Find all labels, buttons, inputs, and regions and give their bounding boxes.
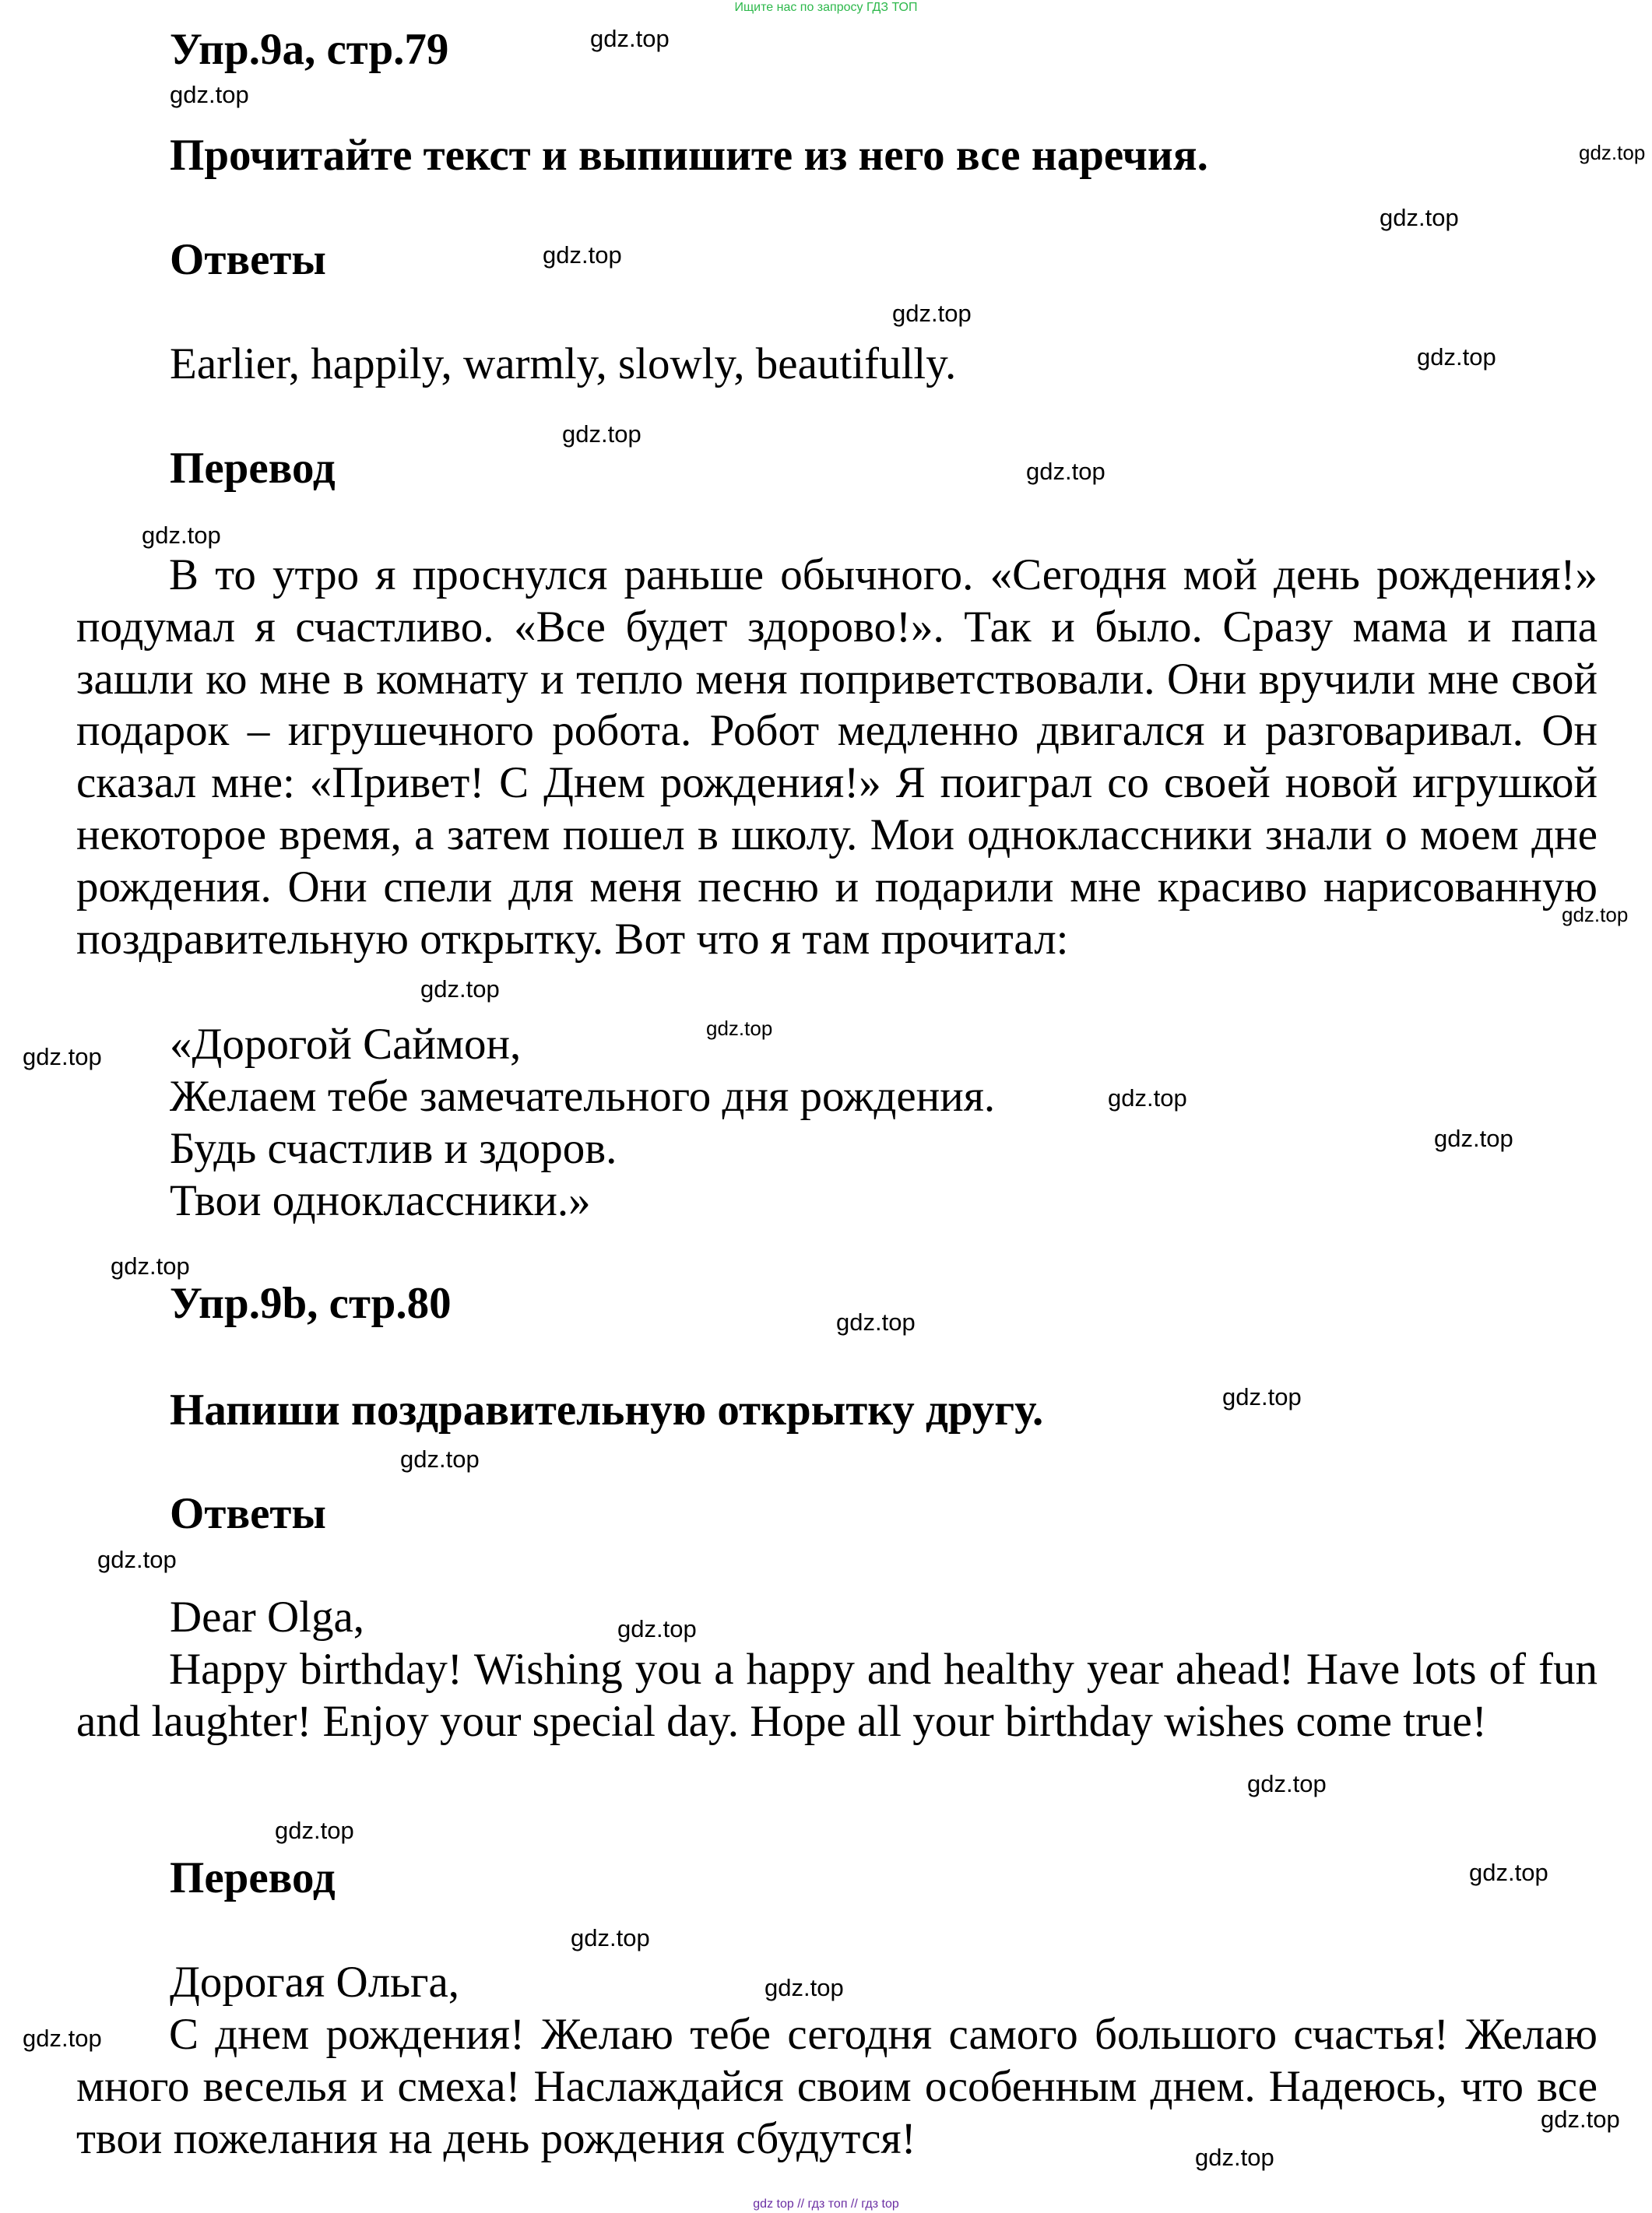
card-line-4: Твои одноклассники.» bbox=[170, 1176, 591, 1225]
watermark: gdz.top bbox=[97, 1546, 177, 1573]
watermark: gdz.top bbox=[590, 25, 670, 52]
watermark: gdz.top bbox=[562, 420, 641, 448]
watermark: gdz.top bbox=[1579, 141, 1646, 164]
exercise-9b-answers-heading: Ответы bbox=[170, 1489, 326, 1538]
watermark: gdz.top bbox=[543, 241, 622, 269]
watermark: gdz.top bbox=[1380, 204, 1459, 231]
watermark: gdz.top bbox=[1108, 1084, 1187, 1112]
exercise-9b-translation-heading: Перевод bbox=[170, 1853, 336, 1902]
watermark: gdz.top bbox=[764, 1974, 844, 2001]
exercise-9b-answer-text: Happy birthday! Wishing you a happy and healthy year ahead! Have lots of fun and laughter! Enjoy your special day. Hope all your birthday wishes come true! bbox=[76, 1645, 1598, 1746]
exercise-9b-greeting: Dear Olga, bbox=[170, 1593, 365, 1642]
exercise-9a-translation-paragraph bbox=[76, 550, 1598, 965]
exercise-9b-translation-paragraph bbox=[76, 2009, 1598, 2165]
watermark: gdz.top bbox=[1247, 1770, 1327, 1797]
watermark: gdz.top bbox=[1469, 1859, 1548, 1886]
watermark: gdz.top bbox=[1434, 1125, 1513, 1152]
watermark: gdz.top bbox=[1222, 1383, 1302, 1410]
watermark: gdz.top bbox=[170, 81, 249, 108]
exercise-9a-task: Прочитайте текст и выпишите из него все наречия. bbox=[170, 131, 1208, 180]
watermark: gdz.top bbox=[1417, 343, 1496, 371]
exercise-9a-answers-heading: Ответы bbox=[170, 235, 326, 284]
watermark: gdz.top bbox=[400, 1445, 480, 1473]
watermark: gdz.top bbox=[1195, 2144, 1274, 2171]
exercise-9b-task: Напиши поздравительную открытку другу. bbox=[170, 1386, 1044, 1435]
watermark: gdz.top bbox=[617, 1615, 697, 1642]
watermark: gdz.top bbox=[420, 975, 500, 1003]
bottom-banner: gdz top // гдз топ // гдз top bbox=[753, 2197, 899, 2211]
watermark: gdz.top bbox=[836, 1308, 916, 1336]
card-line-2: Желаем тебе замечательного дня рождения. bbox=[170, 1072, 996, 1121]
watermark: gdz.top bbox=[1562, 903, 1629, 926]
watermark: gdz.top bbox=[1026, 458, 1105, 485]
watermark: gdz.top bbox=[111, 1252, 190, 1280]
exercise-9a-translation-text: В то утро я проснулся раньше обычного. «Сегодня мой день рождения!» подумал я счастливо. «Все будет здорово!». Так и было. Сразу мама и папа зашли ко мне в комнату и тепло меня поприветствовали. Они вручили мне свой подарок – игрушечного робота. Робот медленно двигался и разговаривал. Он сказал мне: «Привет! С Днем рождения!» Я поиграл со своей новой игрушкой некоторое время, а затем пошел в школу. Мои одноклассники знали о моем дне рождения. Они спели для меня песню и подарили мне красиво нарисованную поздравительную открытку. Вот что я там прочитал: bbox=[76, 550, 1598, 964]
exercise-9a-title: Упр.9a, стр.79 bbox=[170, 25, 449, 74]
exercise-9b-translation-text: С днем рождения! Желаю тебе сегодня самого большого счастья! Желаю много веселья и смеха! Наслаждайся своим особенным днем. Надеюсь, что все твои пожелания на день рождения сбудутся! bbox=[76, 2010, 1598, 2163]
card-line-1: «Дорогой Саймон, bbox=[170, 1020, 522, 1069]
exercise-9b-translation-greeting: Дорогая Ольга, bbox=[170, 1958, 460, 2007]
watermark: gdz.top bbox=[706, 1017, 773, 1040]
exercise-9a-answer: Earlier, happily, warmly, slowly, beautifully. bbox=[170, 339, 957, 388]
card-line-3: Будь счастлив и здоров. bbox=[170, 1124, 617, 1173]
watermark: gdz.top bbox=[23, 2025, 102, 2052]
watermark: gdz.top bbox=[1541, 2106, 1620, 2133]
watermark: gdz.top bbox=[275, 1817, 354, 1844]
watermark: gdz.top bbox=[23, 1043, 102, 1070]
watermark: gdz.top bbox=[142, 522, 221, 549]
top-banner: Ищите нас по запросу ГДЗ ТОП bbox=[734, 1, 918, 14]
watermark: gdz.top bbox=[571, 1924, 650, 1951]
exercise-9b-answer-paragraph bbox=[76, 1644, 1598, 1748]
watermark: gdz.top bbox=[892, 300, 972, 327]
exercise-9a-translation-heading: Перевод bbox=[170, 444, 336, 493]
exercise-9b-title: Упр.9b, стр.80 bbox=[170, 1279, 452, 1328]
